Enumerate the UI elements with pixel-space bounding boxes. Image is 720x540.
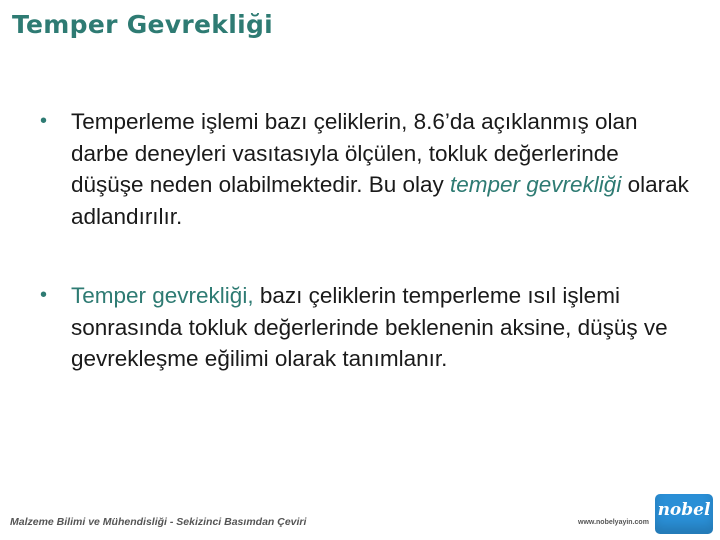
bullet-item-2	[40, 280, 690, 375]
bullet-1-text-after: olarak adlandırılır.	[71, 172, 689, 229]
publisher-logo	[655, 494, 713, 534]
bullet-2-text: bazı çeliklerin temperleme ısıl işlemi sonrasında tokluk değerlerinde beklenenin aksine, düşüş ve gevrekleşme eğilimi olarak tanımlanır.	[71, 283, 668, 371]
bullet-list	[40, 106, 690, 375]
bullet-item-1	[40, 106, 690, 232]
publisher-logo-text: nobel	[657, 500, 711, 520]
footer-book-title: Malzeme Bilimi ve Mühendisliği - Sekizinci Basımdan Çeviri	[10, 516, 307, 528]
bullet-1-emphasis: temper gevrekliği	[450, 172, 622, 197]
slide-title: Temper Gevrekliği	[12, 10, 274, 39]
bullet-icon: •	[40, 110, 48, 132]
bullet-icon: •	[40, 284, 48, 306]
footer-website: www.nobelyayin.com	[578, 519, 649, 526]
bullet-2-lead: Temper gevrekliği,	[71, 283, 254, 308]
bullet-1-text-before: Temperleme işlemi bazı çeliklerin, 8.6’da açıklanmış olan darbe deneyleri vasıtasıyla ölçülen, tokluk değerlerinde düşüşe neden olabilmektedir. Bu olay	[71, 109, 638, 197]
